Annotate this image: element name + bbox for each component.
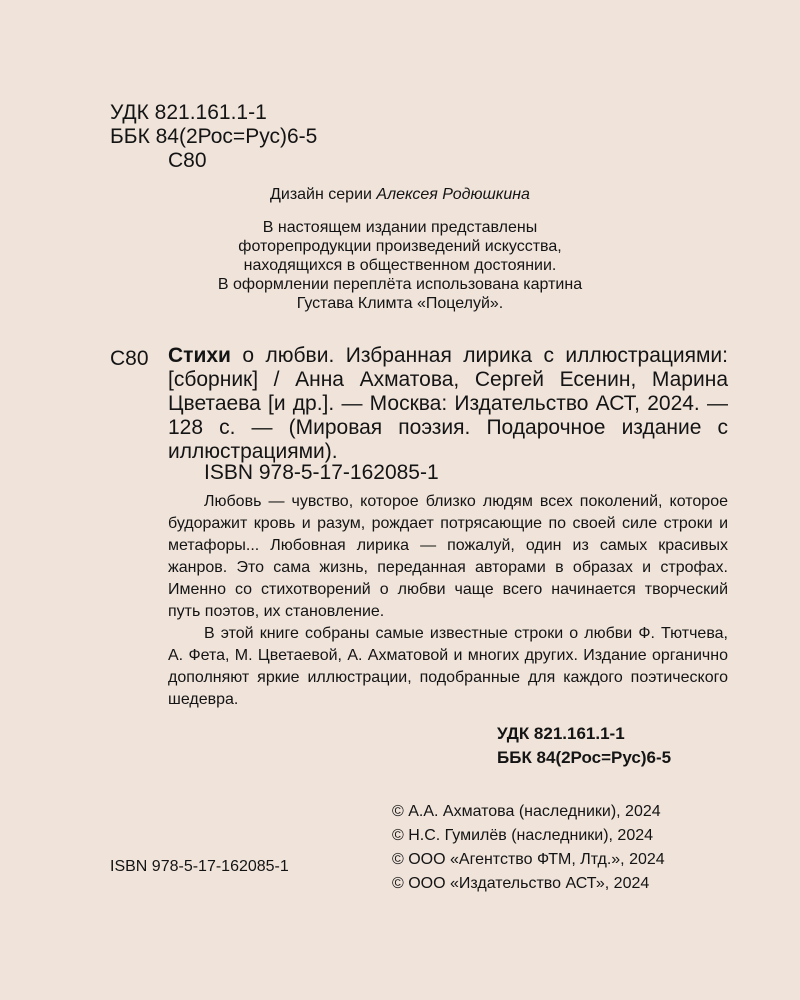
series-design-credit — [0, 186, 800, 204]
bbk-code-bottom: ББК 84(2Рос=Рус)6-5 — [497, 748, 672, 767]
annotation-paragraph: В этой книге собраны самые известные строки о любви Ф. Тютчева, А. Фета, М. Цветаевой, А. Ахматовой и многих других. Издание органично дополняют яркие иллюстрации, подобранные для каждого поэтического шедевра. — [168, 625, 728, 708]
author-sign: С80 — [168, 149, 207, 172]
bibliographic-description: о любви. Избранная лирика с иллюстрациями: [сборник] / Анна Ахматова, Сергей Есенин, Марина Цветаева [и др.]. — Москва: Издательство АСТ, 2024. — 128 с. — (Мировая поэзия. Подарочное издание с иллюстрациями). — [168, 344, 728, 463]
bbk-code: ББК 84(2Рос=Рус)6-5 — [110, 125, 318, 148]
notice-line: Густава Климта «Поцелуй». — [296, 295, 504, 312]
copyright-line: © ООО «Издательство АСТ», 2024 — [392, 875, 650, 892]
notice-line: В оформлении переплёта использована картина — [217, 276, 583, 293]
book-title: Стихи — [168, 344, 231, 367]
copyright-line: © А.А. Ахматова (наследники), 2024 — [392, 803, 661, 820]
annotation — [168, 491, 728, 711]
bottom-classification — [497, 722, 671, 770]
udk-code-bottom: УДК 821.161.1-1 — [497, 724, 625, 743]
series-design-prefix: Дизайн серии — [270, 186, 377, 203]
notice-line: находящихся в общественном достоянии. — [243, 257, 557, 274]
copyright-line: © Н.С. Гумилёв (наследники), 2024 — [392, 827, 654, 844]
notice-line: В настоящем издании представлены — [262, 219, 538, 236]
annotation-paragraph: Любовь — чувство, которое близко людям всех поколений, которое будоражит кровь и разум, рождает потрясающие по своей силе строки и метафоры... Любовная лирика — пожалуй, один из самых красивых жанров. Это сама жизнь, переданная авторами в образах и строфах. Именно со стихотворений о любви чаще всего начинается творческий путь поэтов, их становление. — [168, 493, 728, 620]
copyright-block — [392, 800, 665, 896]
copyright-line: © ООО «Агентство ФТМ, Лтд.», 2024 — [392, 851, 665, 868]
isbn-bottom: ISBN 978-5-17-162085-1 — [110, 858, 289, 875]
classification-block — [110, 101, 317, 173]
catalog-isbn: ISBN 978-5-17-162085-1 — [204, 461, 439, 484]
bibliographic-entry — [168, 344, 728, 464]
udk-code: УДК 821.161.1-1 — [110, 101, 267, 124]
notice-line: фоторепродукции произведений искусства, — [238, 238, 562, 255]
public-domain-notice — [0, 218, 800, 313]
series-designer-name: Алексея Родюшкина — [376, 186, 530, 203]
catalog-author-sign: С80 — [110, 347, 149, 370]
